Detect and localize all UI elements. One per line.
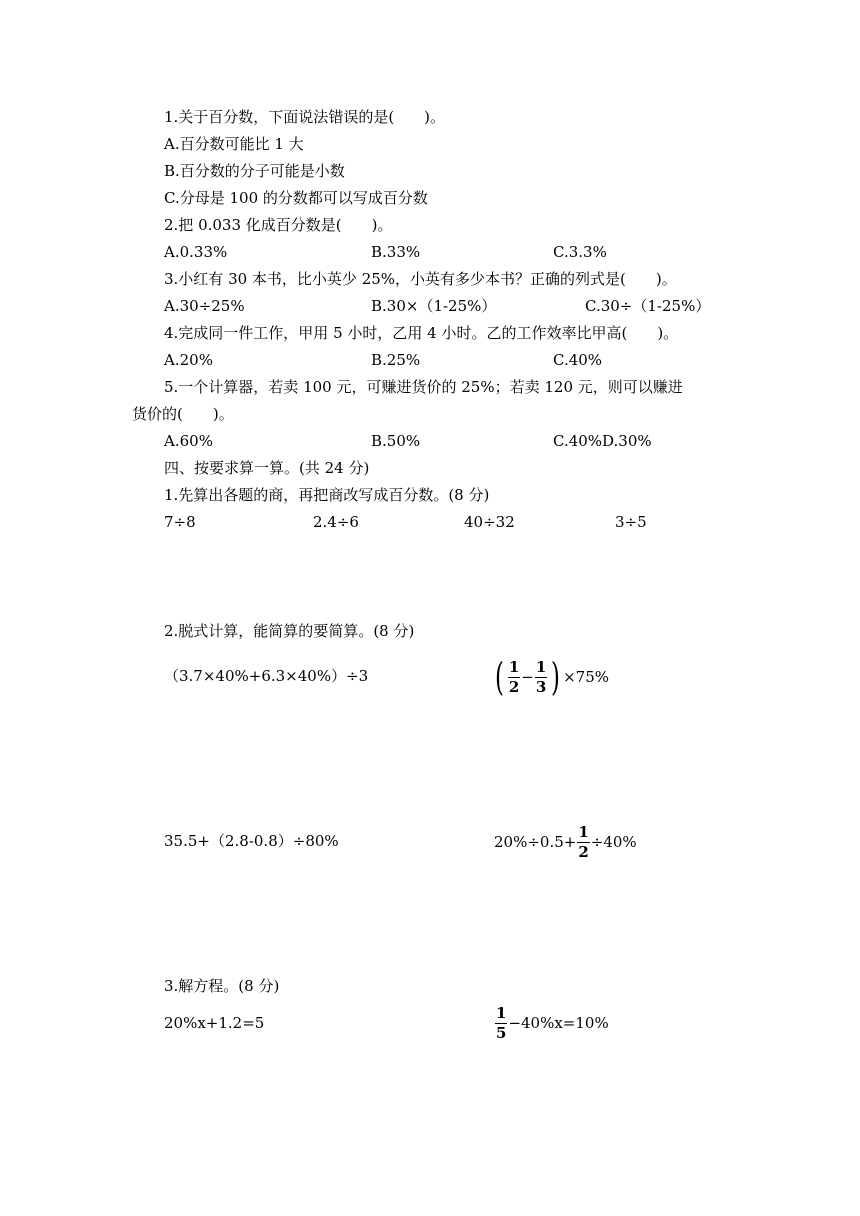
equation-2: $\frac{1}{5}$ −40%x=10% [496, 1003, 609, 1042]
option-b: B.50% [371, 432, 421, 450]
option-c: C.分母是 100 的分数都可以写成百分数 [164, 189, 428, 207]
fraction: $\frac{1}{2}$ [578, 822, 589, 861]
division-item: 3÷5 [615, 513, 647, 531]
equation-1: 20%x+1.2=5 [164, 1014, 265, 1032]
option-cd: C.40%D.30% [553, 432, 652, 450]
question-stem-line-2: 货价的( )。 [132, 405, 234, 423]
expression-tail: ×75% [563, 668, 610, 686]
option-a: A.百分数可能比 1 大 [164, 135, 304, 153]
right-paren: ) [551, 655, 561, 699]
expression-1: （3.7×40%+6.3×40%）÷3 [164, 667, 369, 685]
expression-3: 35.5+（2.8-0.8）÷80% [164, 832, 339, 850]
question-stem: 2.把 0.033 化成百分数是( )。 [164, 216, 393, 234]
option-b: B.百分数的分子可能是小数 [164, 162, 345, 180]
option-a: A.30÷25% [164, 297, 245, 315]
minus-sign: − [521, 668, 534, 686]
question-stem-line-1: 5.一个计算器，若卖 100 元，可赚进货价的 25%；若卖 120 元，则可以赚进 [164, 378, 683, 396]
division-item: 7÷8 [164, 513, 196, 531]
part-stem: 2.脱式计算，能简算的要简算。(8 分) [164, 622, 415, 640]
fraction: $\frac{1}{3}$ [535, 657, 547, 696]
option-a: A.0.33% [164, 243, 228, 261]
option-a: A.20% [164, 351, 213, 369]
left-paren: ( [494, 655, 504, 699]
fraction: $\frac{1}{5}$ [496, 1003, 507, 1042]
division-item: 2.4÷6 [313, 513, 359, 531]
division-item: 40÷32 [464, 513, 515, 531]
expression-4: 20%÷0.5+ $\frac{1}{2}$ ÷40% [494, 822, 637, 861]
fraction: $\frac{1}{2}$ [508, 657, 520, 696]
option-b: B.30×（1-25%） [371, 297, 497, 315]
expression-2 [492, 655, 609, 699]
option-b: B.33% [371, 243, 421, 261]
question-stem: 3.小红有 30 本书，比小英少 25%，小英有多少本书？正确的列式是( )。 [164, 270, 677, 288]
question-stem: 4.完成同一件工作，甲用 5 小时，乙用 4 小时。乙的工作效率比甲高( )。 [164, 324, 679, 342]
question-stem: 1.关于百分数，下面说法错误的是( )。 [164, 108, 446, 126]
option-a: A.60% [164, 432, 213, 450]
option-c: C.30÷（1-25%） [585, 297, 711, 315]
option-c: C.3.3% [553, 243, 607, 261]
section-title: 四、按要求算一算。(共 24 分) [164, 459, 370, 477]
option-c: C.40% [553, 351, 603, 369]
option-b: B.25% [371, 351, 421, 369]
part-stem: 1.先算出各题的商，再把商改写成百分数。(8 分) [164, 486, 490, 504]
part-stem: 3.解方程。(8 分) [164, 977, 280, 995]
